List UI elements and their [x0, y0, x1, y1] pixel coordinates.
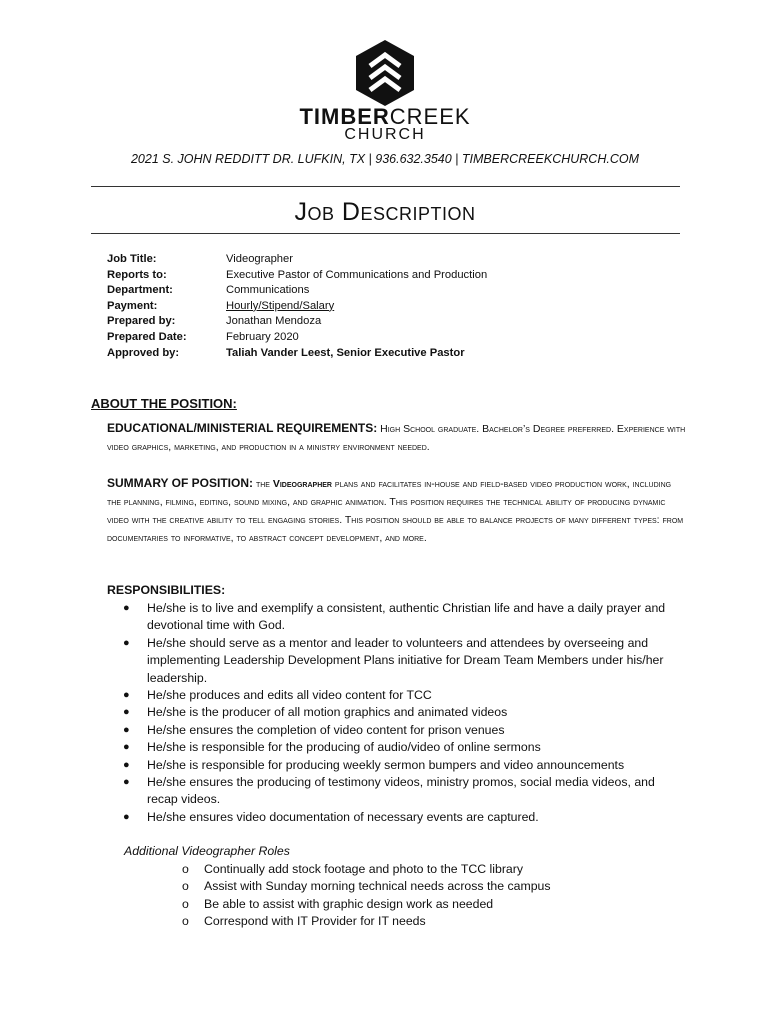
meta-row-job-title: Job Title: Videographer: [107, 253, 293, 265]
brand-subtitle: CHURCH: [344, 126, 426, 143]
meta-row-department: Department: Communications: [107, 284, 310, 297]
list-item: o Continually add stock footage and photo to the TCC library: [182, 862, 523, 876]
brand-name: TIMBERCREEK: [299, 104, 471, 129]
divider-bottom: [91, 233, 680, 234]
church-address: 2021 S. JOHN REDDITT DR. LUFKIN, TX | 936.632.3540 | TIMBERCREEKCHURCH.COM: [130, 152, 639, 166]
requirements-paragraph: [107, 419, 687, 456]
meta-row-payment: Payment: Hourly/Stipend/Salary: [107, 299, 335, 312]
requirements-text: High School graduate. Bachelor’s Degree preferred. Experience with video graphics, marketing, and production in a ministry environment needed.: [107, 423, 686, 453]
list-item: ● He/she should serve as a mentor and leader to volunteers and attendees by overseeing and implementing Leadership Development Plans initiative for Dream Team Members under his/her leadership.: [123, 635, 664, 685]
list-item: ● He/she is the producer of all motion graphics and animated videos: [123, 705, 508, 720]
meta-row-reports-to: Reports to: Executive Pastor of Communications and Production: [107, 268, 488, 281]
summary-role: Videographer: [272, 478, 332, 490]
summary-paragraph: SUMMARY OF POSITION: the Videographer plans and facilitates in-house and field-based video production work, including the planning, filming, editing, sound mixing, and graphic animation. This position requires the technical ability of producing dynamic video with the creative ability to tell engaging stories. This position should be able to balance projects of many different types: from documentaries to informative, to abstract concept development, and more.: [107, 476, 684, 544]
list-item: ● He/she is to live and exemplify a consistent, authentic Christian life and have a daily prayer and devotional time with God.: [123, 601, 666, 633]
responsibilities-list: [107, 600, 687, 826]
about-heading: ABOUT THE POSITION:: [91, 396, 237, 411]
meta-row-prepared-date: Prepared Date: February 2020: [107, 330, 299, 343]
list-item: ● He/she ensures the producing of testimony videos, ministry promos, social media videos, and recap videos.: [123, 775, 655, 807]
divider-top: [91, 186, 680, 187]
requirements-label: EDUCATIONAL/MINISTERIAL REQUIREMENTS:: [107, 421, 378, 435]
additional-roles-list: [124, 861, 551, 931]
list-item: ● He/she ensures the completion of video content for prison venues: [123, 722, 505, 737]
summary-label: SUMMARY OF POSITION:: [107, 476, 254, 490]
list-item: o Be able to assist with graphic design work as needed: [182, 896, 494, 911]
job-meta-table: [107, 252, 487, 361]
list-item: o Assist with Sunday morning technical needs across the campus: [182, 879, 551, 894]
summary-text: plans and facilitates in-house and field-based video production work, including the planning, filming, editing, sound mixing, and graphic animation. This position requires the technical ability of producing dynamic video with the creative ability to tell engaging stories. This position should be able to balance projects of many different types: from documentaries to informative, to abstract concept development, and more.: [107, 478, 684, 544]
list-item: ● He/she ensures video documentation of necessary events are captured.: [123, 809, 539, 824]
meta-row-prepared-by: Prepared by: Jonathan Mendoza: [107, 315, 322, 328]
responsibilities-heading: RESPONSIBILITIES:: [107, 583, 226, 597]
list-item: ● He/she produces and edits all video content for TCC: [123, 688, 432, 703]
meta-row-approved-by: Approved by: Taliah Vander Leest, Senior Executive Pastor: [107, 346, 465, 359]
list-item: o Correspond with IT Provider for IT needs: [182, 914, 426, 929]
list-item: ● He/she is responsible for the producing of audio/video of online sermons: [123, 740, 541, 755]
list-item: ● He/she is responsible for producing weekly sermon bumpers and video announcements: [123, 757, 625, 772]
additional-roles-heading: Additional Videographer Roles: [124, 844, 290, 858]
chevron-hexagon-logo: [356, 40, 414, 106]
page-title: Job Description: [294, 198, 476, 226]
